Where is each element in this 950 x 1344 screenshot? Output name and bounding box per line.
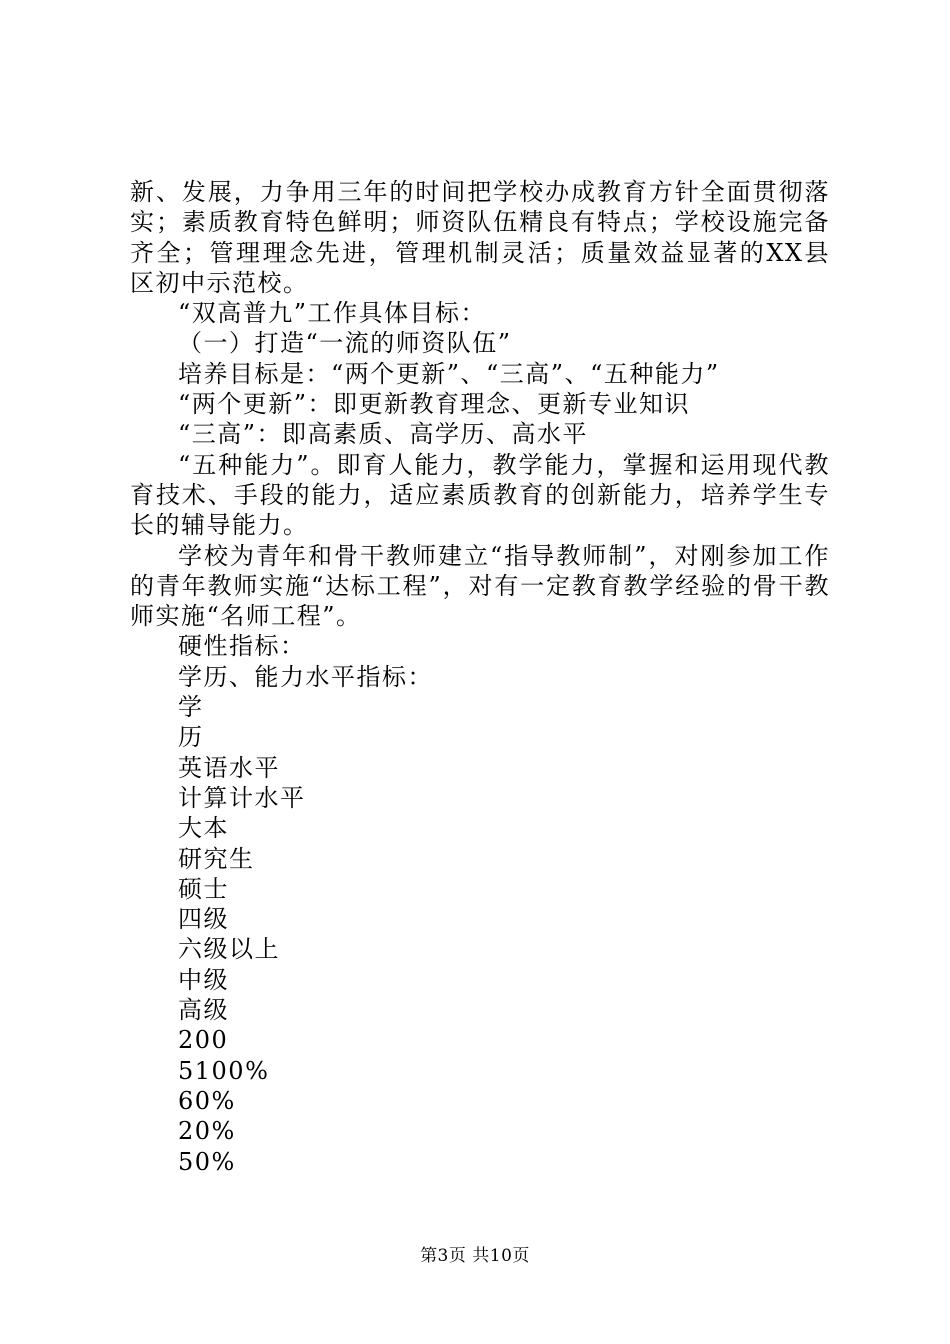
paragraph-section-one-title: （一）打造“一流的师资队伍” <box>178 329 512 358</box>
list-item: 高级 <box>178 996 229 1025</box>
list-item: 200 <box>178 1026 229 1055</box>
list-item: 英语水平 <box>178 753 280 782</box>
list-item: 四级 <box>178 905 229 934</box>
list-item: 历 <box>178 723 204 752</box>
paragraph-goal-summary: 新、发展，力争用三年的时间把学校办成教育方针全面贯彻落实；素质教育特色鲜明；师资队伍精良有特点；学校设施完备齐全；管理理念先进，管理机制灵活；质量效益显著的XX县区初中示范校。 <box>130 178 830 297</box>
list-item: 60% <box>178 1086 236 1115</box>
list-item: 硕士 <box>178 874 229 903</box>
page-footer <box>0 1241 950 1266</box>
paragraph-heading-specific-goals: “双高普九”工作具体目标： <box>178 299 487 328</box>
page-indicator: 第3页 共10页 <box>420 1246 530 1266</box>
list-item: 5100% <box>178 1056 270 1085</box>
paragraph-two-updates: “两个更新”：即更新教育理念、更新专业知识 <box>178 390 691 419</box>
list-item: 计算计水平 <box>178 783 306 812</box>
document-body <box>130 177 830 1177</box>
paragraph-hard-indicators: 硬性指标： <box>178 632 306 661</box>
paragraph-mentor-system: 学校为青年和骨干教师建立“指导教师制”，对刚参加工作的青年教师实施“达标工程”，对有一定教育教学经验的骨干教师实施“名师工程”。 <box>130 541 830 631</box>
paragraph-five-abilities: “五种能力”。即育人能力，教学能力，掌握和运用现代教育技术、手段的能力，适应素质教育的创新能力，培养学生专长的辅导能力。 <box>130 450 830 540</box>
list-item: 中级 <box>178 965 229 994</box>
list-item: 六级以上 <box>178 935 280 964</box>
paragraph-education-ability-indicators: 学历、能力水平指标： <box>178 662 433 691</box>
paragraph-three-highs: “三高”：即高素质、高学历、高水平 <box>178 420 589 449</box>
list-item: 大本 <box>178 814 229 843</box>
list-item: 学 <box>178 693 204 722</box>
list-item: 研究生 <box>178 844 255 873</box>
paragraph-training-goals: 培养目标是：“两个更新”、“三高”、“五种能力” <box>178 359 720 388</box>
list-item: 20% <box>178 1117 236 1146</box>
list-item: 50% <box>178 1147 236 1176</box>
